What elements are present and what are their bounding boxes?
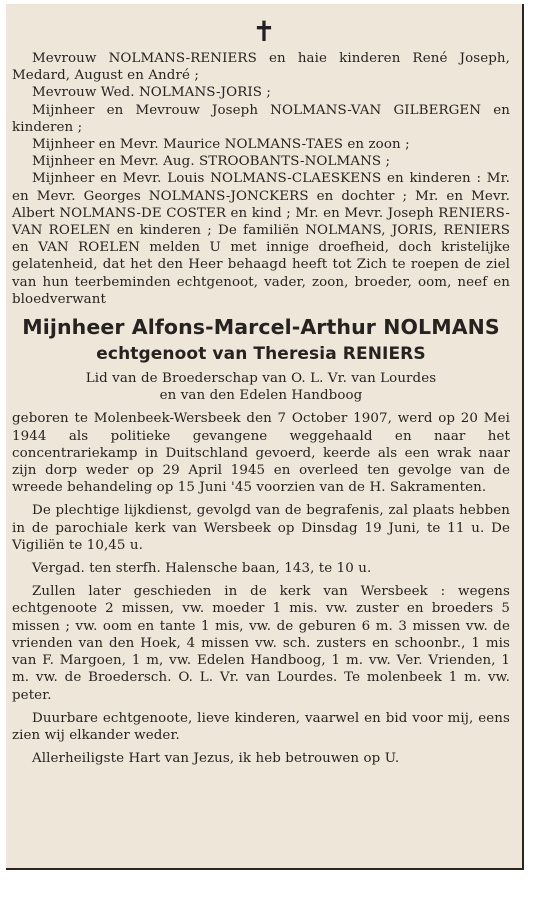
gathering-info: Vergad. ten sterfh. Halensche baan, 143, te 10 u. <box>32 561 372 577</box>
family-line: Mijnheer en Mevr. Maurice NOLMANS-TAES en zoon ; <box>32 137 410 153</box>
cross-icon: ✝ <box>252 15 276 48</box>
prayer: Allerheiligste Hart van Jezus, ik heb betrouwen op U. <box>32 751 400 767</box>
funeral-info: De plechtige lijkdienst, gevolgd van de begrafenis, zal plaats hebben in de parochiale kerk van Wersbeek op Dinsdag 19 Juni, te 11 u. De Vigiliën te 10,45 u. <box>12 503 510 553</box>
family-line: Mijnheer en Mevrouw Joseph NOLMANS-VAN GILBERGEN en kinderen ; <box>12 102 510 135</box>
masses-info: Zullen later geschieden in de kerk van Wersbeek : wegens echtgenoote 2 missen, vw. moeder 1 mis. vw. zuster en broeders 5 missen ; vw. oom en tante 1 mis, vw. de geburen 6 m. 3 missen vw. de vrienden van den Hoek, 4 missen vw. sch. zusters en schoonbr., 1 mis van F. Margoen, 1 m, vw. Edelen Handboog, 1 m. vw. Ver. Vrienden, 1 m. vw. de Broedersch. O. L. Vr. van Lourdes. Te molenbeek 1 m. vw. peter. <box>12 584 510 703</box>
family-line: Mevrouw Wed. NOLMANS-JORIS ; <box>32 85 272 101</box>
membership-line: en van den Edelen Handboog <box>159 388 363 404</box>
family-line: Mevrouw NOLMANS-RENIERS en haie kinderen René Joseph, Medard, August en André ; <box>12 51 510 84</box>
family-line: Mijnheer en Mevr. Aug. STROOBANTS-NOLMANS ; <box>32 154 391 170</box>
family-line: Mijnheer en Mevr. Louis NOLMANS-CLAESKENS en kinderen : Mr. en Mevr. Georges NOLMANS-JONCKERS en dochter ; Mr. en Mevr. Albert NOLMANS-DE COSTER en kind ; Mr. en Mevr. Joseph RENIERS-VAN ROELEN en kinderen ; De familiën NOLMANS, JORIS, RENIERS en VAN ROELEN melden U met innige droefheid, doch kristelijke gelatenheid, dat het den Heer behaagd heeft tot Zich te roepen de ziel van hun teerbeminden echtgenoot, vader, zoon, broeder, oom, neef en bloedverwant <box>12 171 510 307</box>
spouse-line: echtgenoot van Theresia RENIERS <box>96 344 426 365</box>
memorial-card <box>6 4 524 870</box>
biography: geboren te Molenbeek-Wersbeek den 7 October 1907, werd op 20 Mei 1944 als politieke gevangene weggehaald en naar het concentrariekamp in Duitschland gevoerd, keerde als een wrak naar zijn dorp weder op 29 April 1945 en overleed ten gevolge van de wreede behandeling op 15 Juni '45 voorzien van de H. Sakramenten. <box>12 411 510 496</box>
membership-line: Lid van de Broederschap van O. L. Vr. van Lourdes <box>85 371 437 387</box>
deceased-name: Mijnheer Alfons-Marcel-Arthur NOLMANS <box>22 315 500 340</box>
farewell: Duurbare echtgenoote, lieve kinderen, vaarwel en bid voor mij, eens zien wij elkander weder. <box>12 710 510 743</box>
card-text <box>12 50 510 767</box>
